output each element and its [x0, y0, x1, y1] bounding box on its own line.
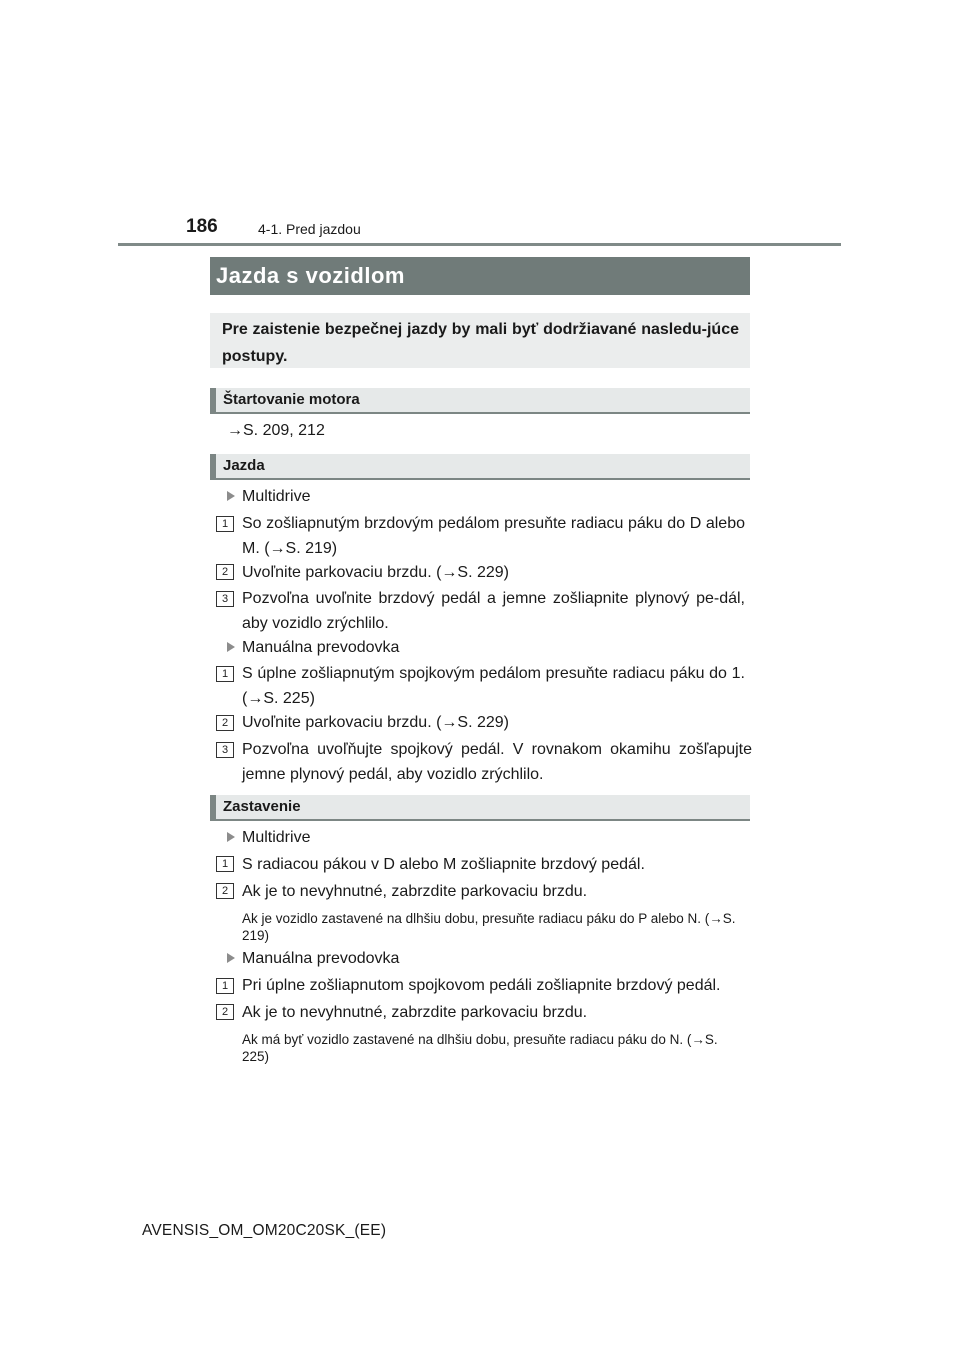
driving-multidrive-step-3: Pozvoľna uvoľnite brzdový pedál a jemne zošliapnite plynový pe-dál, aby vozidlo zrýchlilo.	[242, 590, 745, 632]
driving-manual-step-1: S úplne zošliapnutým spojkovým pedálom presuňte radiacu páku do 1. (→S. 225)	[242, 665, 745, 707]
stopping-manual-note: Ak má byť vozidlo zastavené na dlhšiu dobu, presuňte radiacu páku do N. (→S. 225)	[242, 1032, 718, 1064]
stopping-multidrive-step-1: S radiacou pákou v D alebo M zošliapnite brzdový pedál.	[242, 856, 645, 873]
step-number-badge: 1	[216, 666, 234, 682]
stopping-manual-step-2: Ak je to nevyhnutné, zabrzdite parkovaciu brzdu.	[242, 1004, 588, 1021]
step-number-badge: 2	[216, 883, 234, 899]
driving-manual-step-2: Uvoľnite parkovaciu brzdu. (→S. 229)	[242, 714, 510, 731]
driving-multidrive-step-2: Uvoľnite parkovaciu brzdu. (→S. 229)	[242, 564, 510, 581]
step-number-badge: 3	[216, 742, 234, 758]
document-code-footer: AVENSIS_OM_OM20C20SK_(EE)	[142, 1222, 387, 1239]
header-rule	[118, 243, 841, 246]
intro-text: Pre zaistenie bezpečnej jazdy by mali byť dodržiavané nasledu-júce postupy.	[210, 313, 750, 368]
starting-reference: →S. 209, 212	[227, 422, 325, 439]
step-number-badge: 3	[216, 591, 234, 607]
driving-manual-label: Manuálna prevodovka	[242, 639, 400, 656]
section-heading-driving: Jazda	[210, 454, 750, 480]
step-number-badge: 1	[216, 978, 234, 994]
stopping-multidrive-step-2: Ak je to nevyhnutné, zabrzdite parkovaciu brzdu.	[242, 883, 588, 900]
stopping-manual-label: Manuálna prevodovka	[242, 950, 400, 967]
driving-manual-step-3: Pozvoľna uvoľňujte spojkový pedál. V rovnakom okamihu zošľapujte jemne plynový pedál, aby vozidlo zrýchlilo.	[242, 741, 752, 783]
driving-multidrive-step-1: So zošliapnutým brzdovým pedálom presuňte radiacu páku do D alebo M. (→S. 219)	[242, 515, 745, 557]
stopping-multidrive-note: Ak je vozidlo zastavené na dlhšiu dobu, presuňte radiacu páku do P alebo N. (→S. 219)	[242, 911, 736, 943]
step-number-badge: 2	[216, 715, 234, 731]
stopping-multidrive-label: Multidrive	[242, 829, 311, 846]
driving-multidrive-label: Multidrive	[242, 488, 311, 505]
step-number-badge: 2	[216, 1004, 234, 1020]
bullet-triangle-icon	[227, 953, 235, 963]
step-number-badge: 1	[216, 516, 234, 532]
bullet-triangle-icon	[227, 491, 235, 501]
section-heading-starting: Štartovanie motora	[210, 388, 750, 414]
step-number-badge: 2	[216, 564, 234, 580]
bullet-triangle-icon	[227, 642, 235, 652]
section-heading-stopping: Zastavenie	[210, 795, 750, 821]
stopping-manual-step-1: Pri úplne zošliapnutom spojkovom pedáli zošliapnite brzdový pedál.	[242, 977, 721, 994]
page-title: Jazda s vozidlom	[210, 257, 750, 295]
chapter-title: 4-1. Pred jazdou	[258, 221, 361, 237]
bullet-triangle-icon	[227, 832, 235, 842]
step-number-badge: 1	[216, 856, 234, 872]
page-number: 186	[186, 216, 218, 237]
